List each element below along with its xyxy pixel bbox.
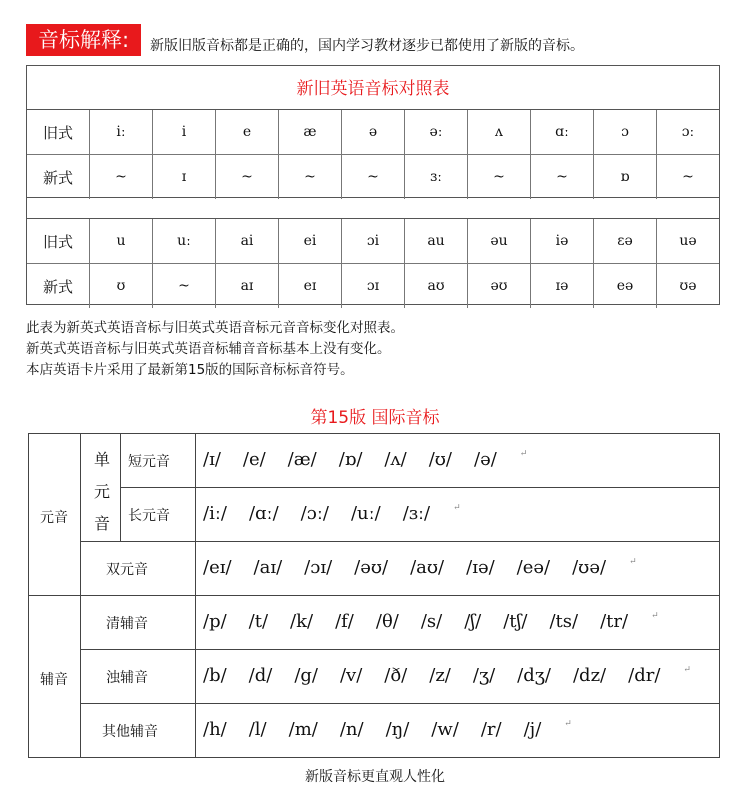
single-vowel-char: 单 [94, 450, 111, 469]
ipa-symbol: /v/ [339, 665, 363, 686]
phonetic-cell: u [90, 219, 153, 263]
phonetic-cell: iə [531, 219, 594, 263]
phonetic-cell: əʊ [468, 264, 531, 308]
phonetic-cell: ~ [682, 169, 694, 185]
phonetic-cell: ~ [216, 155, 279, 199]
ipa-symbol: /e/ [242, 449, 266, 470]
phonetic-cell: eɪ [279, 264, 342, 308]
ipa-symbol: /h/ [203, 719, 227, 740]
ipa-symbol: /d/ [248, 665, 273, 686]
phonetic-cell: uː [153, 219, 216, 263]
vowel-label: 元音 [40, 510, 68, 526]
ipa-row-label-text: 短元音 [128, 454, 170, 470]
ipa-symbol: /z/ [429, 665, 451, 686]
ipa-symbol: /n/ [339, 719, 364, 740]
ipa-row-label-text: 长元音 [128, 508, 170, 524]
ipa-row-label-text: 其他辅音 [102, 724, 158, 740]
ipa-symbol-row [203, 557, 637, 578]
phonetic-cell: ai [216, 219, 279, 263]
phonetic-cell: ʊə [679, 278, 697, 294]
ipa-table [28, 433, 720, 758]
ipa-symbol: /w/ [431, 719, 459, 740]
ipa-symbol: /ɔː/ [300, 503, 329, 524]
phonetic-cell: ɪ [153, 155, 216, 199]
phonetic-cell: au [405, 219, 468, 263]
ipa-symbol: /ə/ [474, 449, 497, 470]
row-label: 旧式 [27, 219, 90, 263]
note-line: 本店英语卡片采用了最新第15版的国际音标标音符号。 [26, 362, 354, 378]
ipa-symbol-row [203, 611, 659, 632]
ipa-symbol: /ɪ/ [203, 449, 221, 470]
ipa-symbol: /ɜː/ [402, 503, 431, 524]
phonetic-cell: ɛə [594, 219, 657, 263]
phonetic-cell: ɔi [342, 219, 405, 263]
ipa-symbol-row [203, 503, 461, 524]
consonant-label: 辅音 [40, 672, 68, 688]
phonetic-cell: əu [468, 219, 531, 263]
phonetic-cell: ɑː [531, 110, 594, 154]
ipa-symbol: /j/ [523, 719, 542, 740]
phonetic-cell: əː [405, 110, 468, 154]
paragraph-mark-icon: ↵ [683, 665, 691, 675]
ipa-symbol: /dʒ/ [517, 665, 551, 686]
comparison-row [27, 263, 719, 308]
ipa-symbol: /b/ [203, 665, 227, 686]
ipa-symbol-row [203, 665, 691, 686]
ipa-symbol: /aʊ/ [410, 557, 445, 578]
ipa-symbol: /iː/ [203, 503, 227, 524]
paragraph-mark-icon: ↵ [564, 719, 572, 729]
phonetic-cell: ~ [90, 155, 153, 199]
row-label: 新式 [27, 264, 90, 308]
phonetic-cell: ɒ [594, 155, 657, 199]
ipa-symbol: /ʌ/ [384, 449, 407, 470]
paragraph-mark-icon: ↵ [453, 503, 461, 513]
ipa-row-label [106, 667, 148, 687]
ipa-symbol: /aɪ/ [253, 557, 283, 578]
ipa-symbol: /ɒ/ [338, 449, 363, 470]
single-vowel-char: 音 [94, 514, 111, 533]
ipa-symbol: /g/ [294, 665, 318, 686]
phonetic-cell: e [216, 110, 279, 154]
phonetic-cell: ʌ [468, 110, 531, 154]
ipa-symbol: /ʊə/ [572, 557, 607, 578]
ipa-symbol: /tʃ/ [503, 611, 528, 632]
ipa-symbol: /əʊ/ [354, 557, 389, 578]
ipa-symbol: /θ/ [375, 611, 399, 632]
ipa-row-label-text: 双元音 [106, 562, 148, 578]
row-label: 新式 [27, 155, 90, 199]
row-label: 旧式 [27, 110, 90, 154]
phonetic-cell: aʊ [405, 264, 468, 308]
ipa-symbol: /eɪ/ [203, 557, 232, 578]
ipa-table-title: 第15版 国际音标 [310, 408, 440, 428]
ipa-symbol: /ʒ/ [472, 665, 496, 686]
ipa-symbol: /tr/ [600, 611, 629, 632]
phonetic-cell: ~ [153, 264, 216, 308]
comparison-row [27, 110, 719, 154]
footer-caption: 新版音标更直观人性化 [305, 769, 445, 785]
ipa-symbol: /ts/ [549, 611, 579, 632]
ipa-symbol: /ɪə/ [466, 557, 495, 578]
phonetic-cell: æ [279, 110, 342, 154]
ipa-row-label-text: 清辅音 [106, 616, 148, 632]
comparison-table-title: 新旧英语音标对照表 [296, 79, 450, 99]
section-badge: 音标解释: [26, 24, 141, 56]
ipa-symbol: /f/ [335, 611, 354, 632]
ipa-symbol: /l/ [248, 719, 267, 740]
ipa-symbol: /t/ [248, 611, 269, 632]
phonetic-cell: ~ [342, 155, 405, 199]
ipa-symbol: /k/ [290, 611, 314, 632]
ipa-symbol: /dr/ [628, 665, 661, 686]
single-vowel-char: 元 [94, 482, 111, 501]
comparison-row [27, 154, 719, 199]
ipa-symbol: /dz/ [572, 665, 607, 686]
phonetic-cell: ɔɪ [342, 264, 405, 308]
ipa-symbol-row [203, 449, 527, 470]
phonetic-cell: ɔː [681, 124, 695, 140]
ipa-symbol: /ð/ [384, 665, 408, 686]
phonetic-cell: ʊ [90, 264, 153, 308]
paragraph-mark-icon: ↵ [651, 611, 659, 621]
phonetic-cell: uə [679, 233, 697, 249]
phonetic-cell: ei [279, 219, 342, 263]
paragraph-mark-icon: ↵ [519, 449, 528, 459]
ipa-symbol: /ʊ/ [428, 449, 452, 470]
ipa-symbol: /æ/ [287, 449, 317, 470]
comparison-row [27, 219, 719, 263]
phonetic-cell: iː [90, 110, 153, 154]
ipa-symbol: /p/ [203, 611, 227, 632]
phonetic-cell: aɪ [216, 264, 279, 308]
phonetic-cell: ə [342, 110, 405, 154]
phonetic-cell: ɪə [531, 264, 594, 308]
phonetic-cell: ~ [279, 155, 342, 199]
ipa-row-label [128, 505, 170, 525]
ipa-row-label [102, 721, 158, 741]
notes [26, 318, 404, 381]
ipa-symbol: /uː/ [350, 503, 381, 524]
paragraph-mark-icon: ↵ [629, 557, 637, 567]
ipa-symbol: /ŋ/ [385, 719, 410, 740]
ipa-row-label [106, 559, 148, 579]
ipa-symbol: /s/ [420, 611, 443, 632]
ipa-symbol: /ɔɪ/ [304, 557, 333, 578]
ipa-symbol: /eə/ [516, 557, 551, 578]
ipa-symbol: /m/ [288, 719, 318, 740]
phonetic-cell: i [153, 110, 216, 154]
ipa-symbol: /ʃ/ [464, 611, 482, 632]
comparison-table [26, 65, 720, 305]
ipa-symbol: /ɑː/ [248, 503, 279, 524]
ipa-row-label-text: 浊辅音 [106, 670, 148, 686]
note-line: 新英式英语音标与旧英式英语音标辅音音标基本上没有变化。 [26, 341, 391, 357]
phonetic-cell: eə [594, 264, 657, 308]
ipa-symbol-row [203, 719, 572, 740]
phonetic-cell: ɔ [594, 110, 657, 154]
intro-text: 新版旧版音标都是正确的，国内学习教材逐步已都使用了新版的音标。 [150, 38, 584, 54]
phonetic-cell: ɜː [405, 155, 468, 199]
note-line: 此表为新英式英语音标与旧英式英语音标元音音标变化对照表。 [26, 320, 404, 336]
ipa-row-label [106, 613, 148, 633]
ipa-row-label [128, 451, 170, 471]
phonetic-cell: ~ [531, 155, 594, 199]
ipa-symbol: /r/ [480, 719, 502, 740]
phonetic-cell: ~ [468, 155, 531, 199]
